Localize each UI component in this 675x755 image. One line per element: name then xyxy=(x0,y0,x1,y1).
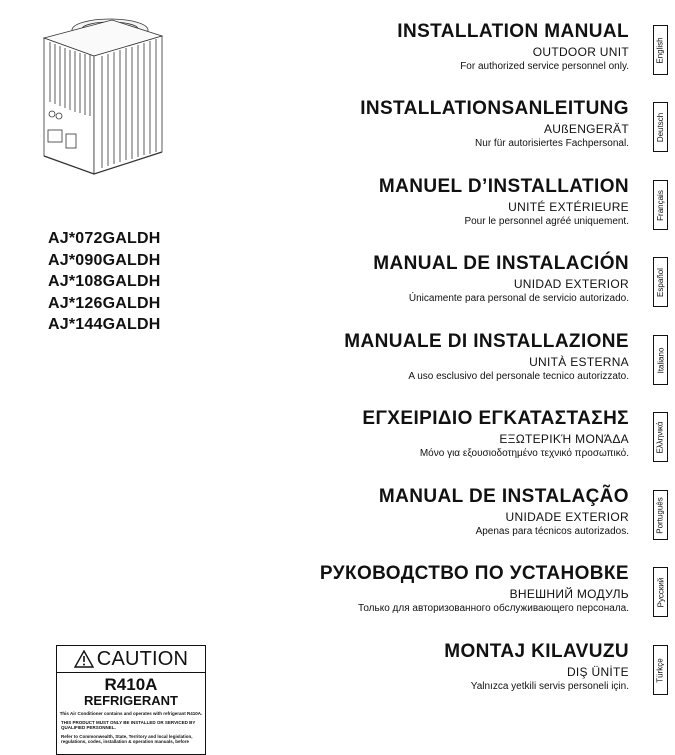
tab-label: Deutsch xyxy=(656,112,666,142)
section-subtitle: UNIDAD EXTERIOR xyxy=(513,277,629,291)
model-number: AJ*126GALDH xyxy=(48,294,161,312)
section-title: MONTAJ KILAVUZU xyxy=(444,641,629,662)
section-espanol xyxy=(169,252,629,306)
caution-fine-print: This Air Conditioner contains and operates with refrigerant R410A. xyxy=(59,711,203,716)
section-note: Nur für autorisiertes Fachpersonal. xyxy=(475,138,629,149)
tab-label: Русский xyxy=(656,577,665,607)
tab-espanol[interactable] xyxy=(653,257,668,307)
section-note: A uso esclusivo del personale tecnico autorizzato. xyxy=(408,371,629,382)
tab-label: Ελληνικά xyxy=(656,420,665,454)
section-title: MANUEL D’INSTALLATION xyxy=(378,176,629,197)
section-deutsch xyxy=(169,97,629,151)
tab-label: Français xyxy=(656,189,665,221)
section-portugues xyxy=(169,485,629,539)
section-title: INSTALLATIONSANLEITUNG xyxy=(360,98,629,119)
section-subtitle: UNITÀ ESTERNA xyxy=(529,355,629,369)
section-note: Apenas para técnicos autorizados. xyxy=(475,526,629,537)
section-italiano xyxy=(169,330,629,384)
section-english xyxy=(169,20,629,74)
refrigerant-code: R410A xyxy=(104,675,158,694)
refrigerant-label: REFRIGERANT xyxy=(84,693,178,708)
section-russian xyxy=(169,562,629,616)
model-number: AJ*144GALDH xyxy=(48,316,161,333)
section-note: Yalnızca yetkili servis personeli için. xyxy=(470,681,629,692)
section-title: MANUAL DE INSTALAÇÃO xyxy=(378,486,629,507)
caution-heading: CAUTION xyxy=(96,648,189,670)
tab-francais[interactable] xyxy=(653,180,668,230)
warning-triangle-icon xyxy=(74,650,94,668)
model-list xyxy=(48,228,160,336)
model-number: AJ*108GALDH xyxy=(48,273,161,290)
section-title: MANUALE DI INSTALLAZIONE xyxy=(344,331,629,352)
section-turkce xyxy=(169,640,629,694)
tab-label: Português xyxy=(656,496,665,534)
section-francais xyxy=(169,175,629,229)
model-number: AJ*090GALDH xyxy=(48,251,161,269)
tab-deutsch[interactable] xyxy=(653,102,668,152)
section-subtitle: AUßENGERÄT xyxy=(543,122,629,136)
section-greek xyxy=(169,407,629,461)
caution-fine-print: THIS PRODUCT MUST ONLY BE INSTALLED OR SERVICED BY QUALIFIED PERSONNEL. xyxy=(61,719,196,730)
tab-label: Español xyxy=(656,267,666,297)
caution-header xyxy=(57,646,205,673)
section-subtitle: DIŞ ÜNİTE xyxy=(566,665,629,679)
section-title: ΕΓΧΕΙΡΙΔΙΟ ΕΓΚΑΤΑΣΤΑΣΗΣ xyxy=(362,408,629,429)
section-title: РУКОВОДСТВО ПО УСТАНОВКЕ xyxy=(319,563,629,584)
tab-russian[interactable] xyxy=(653,567,668,617)
section-note: Únicamente para personal de servicio autorizado. xyxy=(408,293,629,304)
section-note: Только для авторизованного обслуживающего персонала. xyxy=(358,603,629,614)
section-note: For authorized service personnel only. xyxy=(460,61,629,72)
model-number: AJ*072GALDH xyxy=(48,230,161,247)
section-subtitle: UNIDADE EXTERIOR xyxy=(505,510,629,524)
tab-label: Türkçe xyxy=(656,657,666,683)
section-title: INSTALLATION MANUAL xyxy=(397,21,629,42)
section-subtitle: UNITÉ EXTÉRIEURE xyxy=(508,200,629,214)
tab-label: English xyxy=(656,36,665,64)
section-note: Μόνο για εξουσιοδοτημένο τεχνικό προσωπικό. xyxy=(419,448,629,459)
section-subtitle: ΕΞΩΤΕΡΙΚΉ ΜΟΝΆΔΑ xyxy=(499,432,629,446)
tab-portugues[interactable] xyxy=(653,490,668,540)
caution-label xyxy=(56,645,206,755)
section-title: MANUAL DE INSTALACIÓN xyxy=(373,253,629,274)
section-subtitle: OUTDOOR UNIT xyxy=(532,45,629,59)
section-subtitle: ВНЕШНИЙ МОДУЛЬ xyxy=(509,587,629,601)
tab-turkce[interactable] xyxy=(653,645,668,695)
tab-label: Italiano xyxy=(656,347,666,373)
tab-italiano[interactable] xyxy=(653,335,668,385)
tab-english[interactable] xyxy=(653,25,668,75)
caution-fine-print: Refer to Commonwealth, State, Territory and local legislation, regulations, codes, installation & operation manuals, before xyxy=(61,733,193,744)
outdoor-unit-illustration xyxy=(22,12,182,182)
tab-greek[interactable] xyxy=(653,412,668,462)
section-note: Pour le personnel agréé uniquement. xyxy=(464,216,629,227)
